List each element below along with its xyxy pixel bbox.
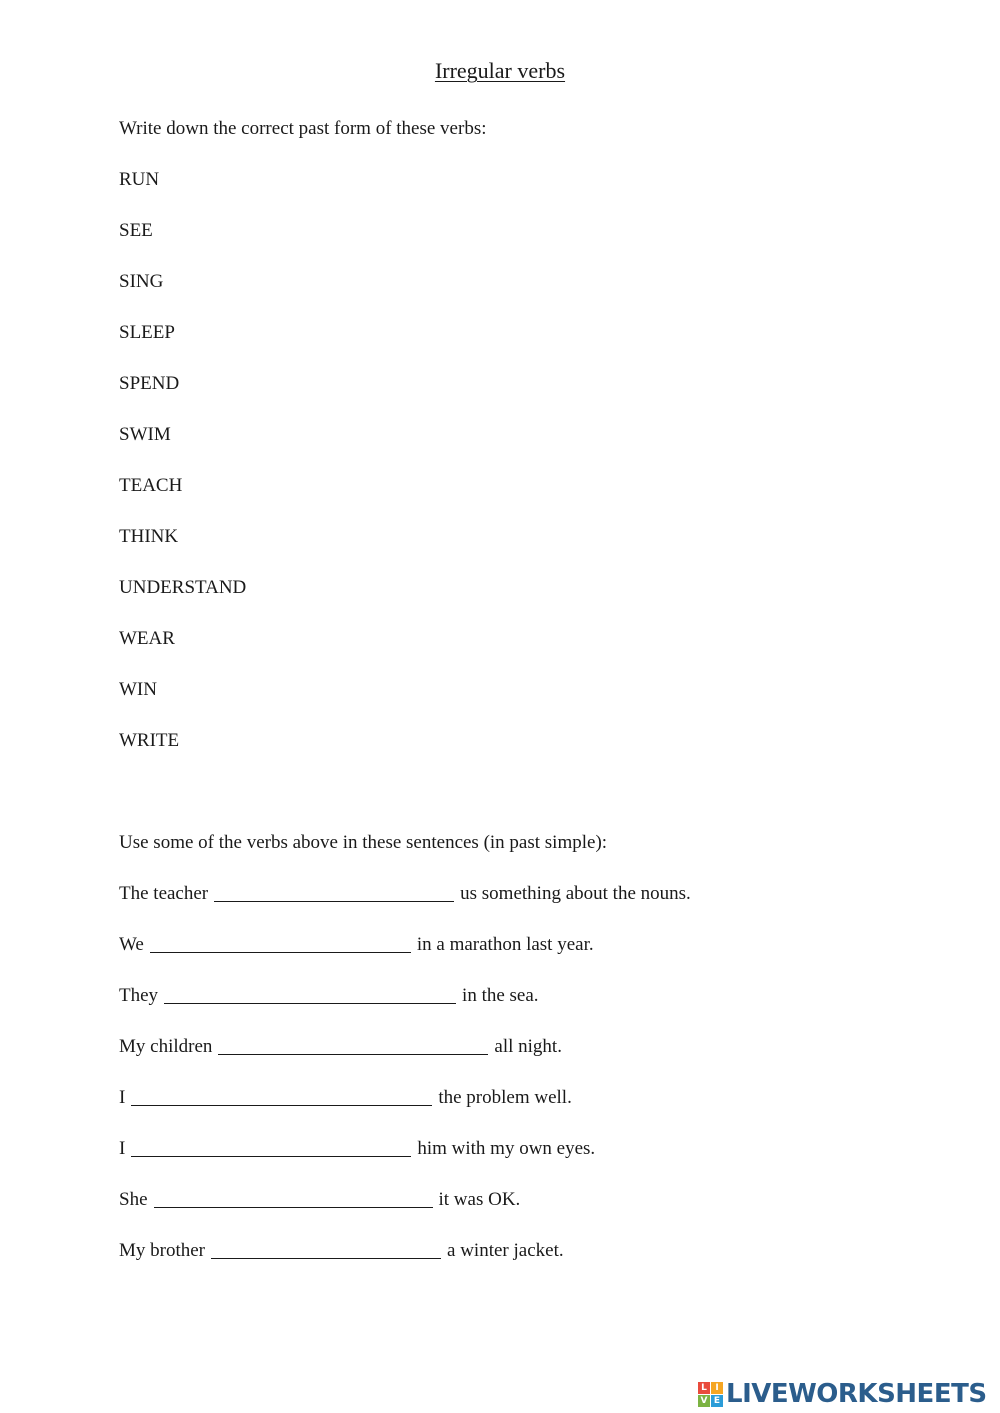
answer-blank[interactable] [131, 1086, 432, 1106]
sentence-after: it was OK. [438, 1189, 521, 1210]
sentence-item [119, 1188, 520, 1212]
brand-name: LIVEWORKSHEETS [726, 1379, 987, 1409]
answer-input[interactable] [218, 1038, 488, 1056]
worksheet-title: Irregular verbs [434, 58, 566, 83]
sentence-before: I [119, 1087, 126, 1108]
verb-item [119, 525, 178, 549]
verb-item [119, 270, 163, 294]
verb-label: SEE [119, 220, 153, 241]
answer-blank[interactable] [211, 1239, 441, 1259]
sentence-item [119, 1035, 562, 1059]
verb-item [119, 372, 179, 396]
sentence-item [119, 882, 691, 906]
sentence-before: My brother [119, 1240, 206, 1261]
sentence-after: him with my own eyes. [417, 1138, 596, 1159]
verb-label: WIN [119, 679, 157, 700]
sentence-before: They [119, 985, 159, 1006]
verb-label: THINK [119, 526, 179, 547]
verb-item [119, 729, 179, 753]
logo-blocks-icon [698, 1382, 723, 1407]
verb-label: SING [119, 271, 164, 292]
sentence-item [119, 984, 539, 1008]
logo-block-e: E [711, 1395, 723, 1407]
answer-blank[interactable] [154, 1188, 433, 1208]
section2-instruction: Use some of the verbs above in these sentences (in past simple): [119, 832, 608, 853]
verb-label: WEAR [119, 628, 175, 649]
answer-blank[interactable] [164, 984, 456, 1004]
verb-label: SWIM [119, 424, 171, 445]
answer-input[interactable] [164, 987, 456, 1005]
answer-input[interactable] [154, 1191, 433, 1209]
answer-input[interactable] [214, 885, 454, 903]
verb-label: SLEEP [119, 322, 175, 343]
sentence-after: a winter jacket. [447, 1240, 564, 1261]
sentence-after: us something about the nouns. [460, 883, 691, 904]
verb-label: TEACH [119, 475, 183, 496]
verb-item [119, 678, 157, 702]
sentence-before: I [119, 1138, 126, 1159]
verb-label: SPEND [119, 373, 180, 394]
sentence-before: We [119, 934, 144, 955]
sentence-after: in a marathon last year. [416, 934, 594, 955]
liveworksheets-logo[interactable] [698, 1378, 987, 1410]
answer-input[interactable] [131, 1140, 411, 1158]
sentence-item [119, 1137, 595, 1161]
logo-block-i: I [711, 1382, 723, 1394]
sentence-before: My children [119, 1036, 213, 1057]
sentence-item [119, 933, 594, 957]
verb-item [119, 219, 153, 243]
sentence-item [119, 1086, 572, 1110]
answer-blank[interactable] [218, 1035, 488, 1055]
verb-item [119, 474, 182, 498]
sentence-item [119, 1239, 564, 1263]
sentence-after: in the sea. [462, 985, 539, 1006]
answer-input[interactable] [150, 936, 411, 954]
sentence-after: the problem well. [438, 1087, 572, 1108]
answer-input[interactable] [211, 1242, 441, 1260]
logo-block-l: L [698, 1382, 710, 1394]
verb-item [119, 627, 175, 651]
answer-blank[interactable] [214, 882, 454, 902]
answer-input[interactable] [131, 1089, 432, 1107]
answer-blank[interactable] [131, 1137, 411, 1157]
verb-item [119, 423, 171, 447]
sentence-before: The teacher [119, 883, 209, 904]
verb-label: WRITE [119, 730, 180, 751]
section1-instruction: Write down the correct past form of these verbs: [119, 118, 487, 139]
logo-block-v: V [698, 1395, 710, 1407]
verb-item [119, 321, 175, 345]
verb-item [119, 576, 246, 600]
sentence-before: She [119, 1189, 148, 1210]
verb-label: UNDERSTAND [119, 577, 247, 598]
verb-item [119, 168, 159, 192]
verb-label: RUN [119, 169, 160, 190]
sentence-after: all night. [494, 1036, 562, 1057]
answer-blank[interactable] [150, 933, 411, 953]
